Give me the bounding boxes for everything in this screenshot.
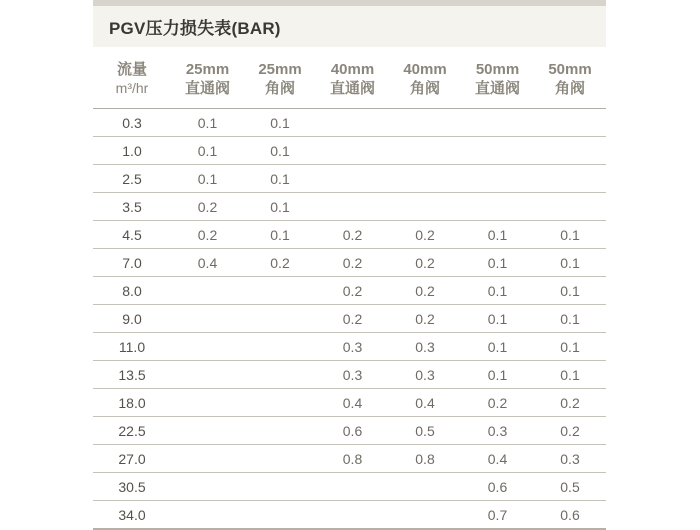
table-body [93, 109, 606, 530]
pressure-loss-cell: 0.4 [171, 249, 244, 277]
column-header-type: 直通阀 [329, 80, 375, 97]
pressure-loss-cell: 0.7 [461, 501, 534, 530]
flow-rate-cell: 30.5 [93, 473, 171, 501]
pressure-loss-cell [389, 165, 461, 193]
table-row [93, 473, 606, 501]
pressure-loss-cell: 0.1 [534, 305, 606, 333]
pressure-loss-cell [389, 473, 461, 501]
pressure-loss-cell [244, 445, 316, 473]
pressure-loss-cell [171, 501, 244, 530]
column-header-40mm-angle-valve [389, 47, 461, 109]
pressure-loss-cell [389, 193, 461, 221]
table-row [93, 501, 606, 530]
pressure-loss-cell: 0.3 [389, 333, 461, 361]
column-header-label: 流量 [116, 61, 147, 78]
pressure-loss-cell: 0.6 [461, 473, 534, 501]
pressure-loss-cell: 0.1 [534, 333, 606, 361]
column-header-size: 25mm [258, 61, 302, 78]
pressure-loss-cell [244, 417, 316, 445]
pressure-loss-cell: 0.1 [461, 277, 534, 305]
table-row [93, 389, 606, 417]
pressure-loss-cell: 0.1 [461, 361, 534, 389]
flow-rate-cell: 18.0 [93, 389, 171, 417]
pressure-loss-cell: 0.3 [534, 445, 606, 473]
pressure-loss-cell [534, 109, 606, 137]
pressure-loss-cell: 0.2 [389, 221, 461, 249]
table-row [93, 193, 606, 221]
pressure-loss-cell [171, 277, 244, 305]
pressure-loss-cell [461, 165, 534, 193]
pressure-loss-cell: 0.2 [389, 249, 461, 277]
pressure-loss-cell: 0.1 [461, 249, 534, 277]
pressure-loss-cell [316, 109, 389, 137]
column-header-size: 50mm [475, 61, 520, 78]
pressure-loss-cell [171, 361, 244, 389]
table-row [93, 417, 606, 445]
pressure-loss-cell: 0.2 [389, 277, 461, 305]
pressure-loss-cell: 0.2 [534, 417, 606, 445]
flow-rate-cell: 4.5 [93, 221, 171, 249]
table-header [93, 47, 606, 109]
title-band [93, 6, 606, 47]
header-row [93, 47, 606, 109]
pressure-loss-cell: 0.1 [534, 221, 606, 249]
flow-rate-cell: 9.0 [93, 305, 171, 333]
column-header-size: 50mm [548, 61, 592, 78]
pressure-loss-cell [171, 389, 244, 417]
pressure-loss-cell: 0.1 [534, 277, 606, 305]
pressure-loss-cell: 0.2 [534, 389, 606, 417]
pressure-loss-cell [244, 277, 316, 305]
pressure-loss-cell [171, 473, 244, 501]
table-row [93, 137, 606, 165]
pressure-loss-cell: 0.6 [534, 501, 606, 530]
table-row [93, 361, 606, 389]
pressure-loss-cell: 0.2 [244, 249, 316, 277]
pressure-loss-cell: 0.3 [316, 333, 389, 361]
pressure-loss-cell: 0.2 [316, 305, 389, 333]
pressure-loss-cell [244, 333, 316, 361]
column-header-50mm-angle-valve [534, 47, 606, 109]
column-header-type: 直通阀 [184, 80, 230, 97]
column-header-type: 角阀 [264, 80, 295, 97]
table-row [93, 277, 606, 305]
flow-rate-cell: 0.3 [93, 109, 171, 137]
pressure-loss-cell [389, 501, 461, 530]
pressure-loss-cell: 0.3 [316, 361, 389, 389]
column-header-50mm-straight-valve [461, 47, 534, 109]
pressure-loss-cell: 0.8 [389, 445, 461, 473]
pressure-loss-cell: 0.1 [244, 137, 316, 165]
column-header-type: 角阀 [554, 80, 585, 97]
pressure-loss-cell: 0.8 [316, 445, 389, 473]
pressure-loss-cell: 0.2 [171, 221, 244, 249]
table-row [93, 221, 606, 249]
column-header-unit: m³/hr [115, 80, 149, 96]
pressure-loss-cell [461, 193, 534, 221]
pressure-loss-cell: 0.5 [534, 473, 606, 501]
table-row [93, 305, 606, 333]
flow-rate-cell: 2.5 [93, 165, 171, 193]
pressure-loss-cell [171, 305, 244, 333]
pressure-loss-cell [316, 501, 389, 530]
pressure-loss-cell: 0.5 [389, 417, 461, 445]
pressure-loss-cell [244, 501, 316, 530]
pressure-loss-table [93, 47, 606, 530]
column-header-flow [93, 47, 171, 109]
pressure-loss-cell: 0.3 [461, 417, 534, 445]
pressure-loss-cell: 0.4 [461, 445, 534, 473]
pressure-loss-cell [244, 305, 316, 333]
pressure-loss-cell: 0.1 [461, 221, 534, 249]
pressure-loss-cell: 0.1 [461, 333, 534, 361]
pressure-loss-cell: 0.1 [244, 165, 316, 193]
pressure-loss-cell [534, 165, 606, 193]
pressure-loss-cell [171, 417, 244, 445]
pressure-loss-cell: 0.1 [171, 165, 244, 193]
pgv-pressure-loss-panel [93, 0, 606, 530]
flow-rate-cell: 27.0 [93, 445, 171, 473]
pressure-loss-cell [244, 389, 316, 417]
pressure-loss-cell: 0.1 [171, 109, 244, 137]
column-header-type: 角阀 [409, 80, 440, 97]
pressure-loss-cell [316, 473, 389, 501]
pressure-loss-cell [389, 109, 461, 137]
pressure-loss-cell: 0.1 [461, 305, 534, 333]
flow-rate-cell: 34.0 [93, 501, 171, 530]
pressure-loss-cell: 0.2 [316, 277, 389, 305]
pressure-loss-cell [244, 473, 316, 501]
pressure-loss-cell: 0.1 [244, 193, 316, 221]
pressure-loss-cell [171, 333, 244, 361]
flow-rate-cell: 22.5 [93, 417, 171, 445]
column-header-40mm-straight-valve [316, 47, 389, 109]
pressure-loss-cell: 0.1 [171, 137, 244, 165]
pressure-loss-cell: 0.1 [244, 109, 316, 137]
flow-rate-cell: 13.5 [93, 361, 171, 389]
pressure-loss-cell: 0.2 [171, 193, 244, 221]
table-row [93, 109, 606, 137]
pressure-loss-cell [316, 137, 389, 165]
flow-rate-cell: 8.0 [93, 277, 171, 305]
flow-rate-cell: 1.0 [93, 137, 171, 165]
column-header-25mm-angle-valve [244, 47, 316, 109]
pressure-loss-cell: 0.4 [316, 389, 389, 417]
pressure-loss-cell: 0.6 [316, 417, 389, 445]
pressure-loss-cell [244, 361, 316, 389]
pressure-loss-cell: 0.2 [316, 221, 389, 249]
pressure-loss-cell [461, 109, 534, 137]
pressure-loss-cell [171, 445, 244, 473]
column-header-size: 40mm [403, 61, 447, 78]
table-row [93, 445, 606, 473]
table-row [93, 333, 606, 361]
flow-rate-cell: 3.5 [93, 193, 171, 221]
table-row [93, 249, 606, 277]
table-row [93, 165, 606, 193]
pressure-loss-cell [316, 165, 389, 193]
pressure-loss-cell: 0.3 [389, 361, 461, 389]
column-header-25mm-straight-valve [171, 47, 244, 109]
pressure-loss-cell [534, 193, 606, 221]
pressure-loss-cell: 0.4 [389, 389, 461, 417]
pressure-loss-cell: 0.2 [389, 305, 461, 333]
pressure-loss-cell: 0.2 [316, 249, 389, 277]
pressure-loss-cell [461, 137, 534, 165]
pressure-loss-cell [316, 193, 389, 221]
pressure-loss-cell: 0.1 [534, 249, 606, 277]
column-header-size: 25mm [185, 61, 230, 78]
flow-rate-cell: 11.0 [93, 333, 171, 361]
column-header-size: 40mm [330, 61, 375, 78]
pressure-loss-cell: 0.1 [244, 221, 316, 249]
pressure-loss-cell: 0.1 [534, 361, 606, 389]
pressure-loss-cell: 0.2 [461, 389, 534, 417]
pressure-loss-cell [389, 137, 461, 165]
flow-rate-cell: 7.0 [93, 249, 171, 277]
column-header-type: 直通阀 [474, 80, 520, 97]
page-title: PGV压力损失表(BAR) [109, 19, 281, 38]
pressure-loss-cell [534, 137, 606, 165]
